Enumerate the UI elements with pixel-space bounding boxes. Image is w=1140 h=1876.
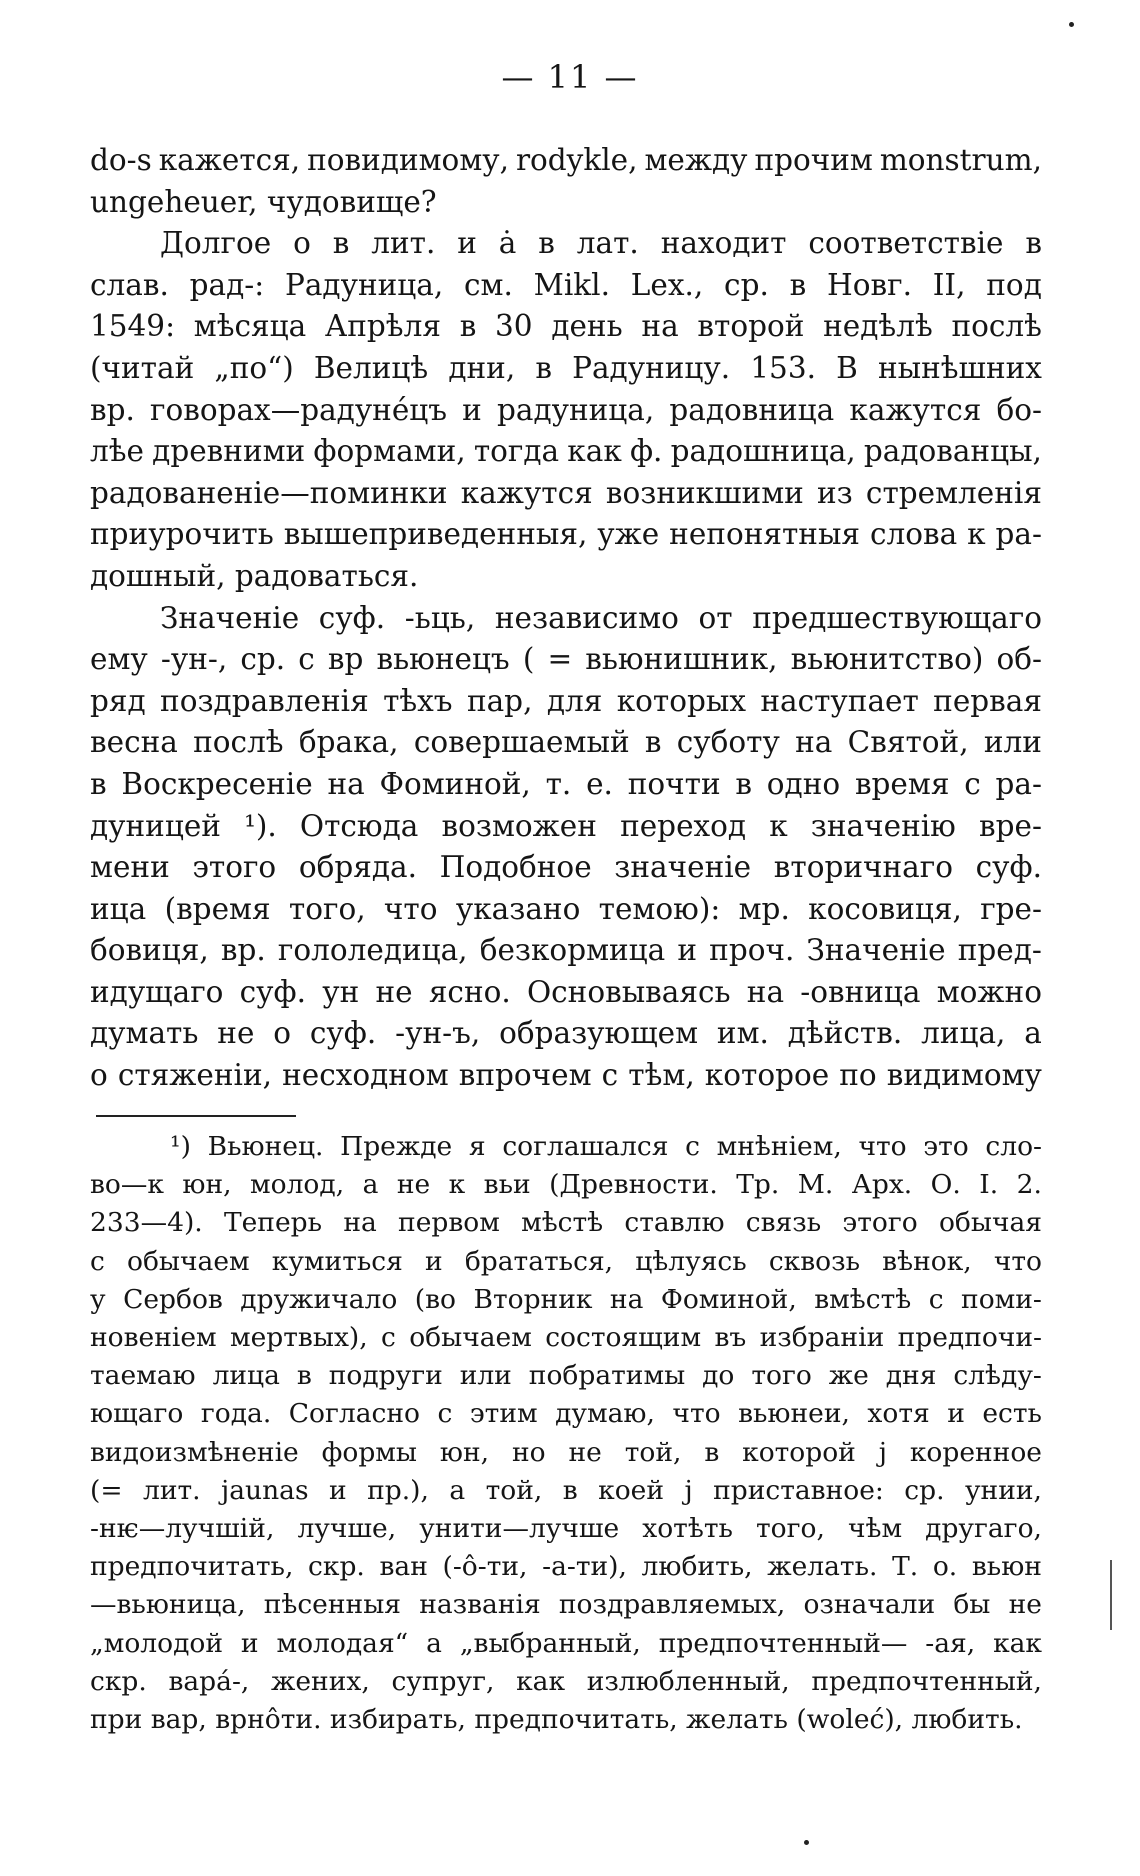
text-line: в Воскресеніе на Фоминой, т. е. почти в одно время с ра- xyxy=(90,766,1042,801)
footnote-line: —вьюница, пѣсенныя названія поздравляемых, означали бы не xyxy=(90,1589,1042,1621)
text-line: весна послѣ брака, совершаемый в суботу на Святой, или xyxy=(90,725,1042,760)
text-line: бовиця, вр. гололедица, безкормица и проч. Значеніе пред- xyxy=(90,933,1042,968)
text-line: о стяженіи, несходном впрочем с тѣм, которое по видимому xyxy=(90,1058,1042,1093)
footnote-block xyxy=(90,1128,1042,1739)
footnote-line: скр. вара́-, жених, супруг, как излюбленный, предпочтенный, xyxy=(90,1665,1042,1697)
footnote-line: при вар, врнôти. избирать, предпочитать, желать (woleć), любить. xyxy=(90,1704,1023,1736)
footnote-line: ¹) Вьюнец. Прежде я соглашался с мнѣніем, что это сло- xyxy=(170,1131,1042,1162)
text-line: вр. говорах—радунéцъ и радуница, радовница кажутся бо- xyxy=(90,392,1042,427)
footnote-line: -нѥ—лучшій, лучше, унити—лучше хотѣть того, чѣм другаго, xyxy=(90,1513,1042,1545)
footnote-line: (= лит. jaunas и пр.), а той, в коей j приставное: ср. унии, xyxy=(90,1474,1042,1506)
footnote-separator-rule xyxy=(96,1115,296,1117)
text-line: ица (время того, что указано темою): мр. косовиця, гре- xyxy=(90,891,1042,926)
footnote-line: во—к юн, молод, а не к вьи (Древности. Тр. М. Арх. О. I. 2. xyxy=(90,1169,1042,1201)
footnote-line: с обычаем кумиться и брататься, цѣлуясь сквозь вѣнок, что xyxy=(90,1245,1042,1277)
text-line: 1549: мѣсяца Апрѣля в 30 день на второй недѣлѣ послѣ xyxy=(90,309,1042,344)
footnote-line: новеніем мертвых), с обычаем состоящим въ избраніи предпочи- xyxy=(90,1322,1042,1354)
text-line: (читай „по“) Велицѣ дни, в Радуницу. 153. В нынѣшних xyxy=(90,350,1042,385)
main-text xyxy=(90,140,1042,1097)
text-line: ungeheuer, чудовище? xyxy=(90,184,437,219)
text-line: ряд поздравленія тѣхъ пар, для которых наступает первая xyxy=(90,683,1042,718)
footnote-line: предпочитать, скр. ван (-ô-ти, -а-ти), любить, желать. Т. о. вьюн xyxy=(90,1551,1042,1583)
text-line: дуницей ¹). Отсюда возможен переход к значенію вре- xyxy=(90,808,1042,843)
footnote-line: ющаго года. Согласно с этим думаю, что вьюнеи, хотя и есть xyxy=(90,1398,1042,1430)
margin-mark xyxy=(1110,1560,1112,1630)
text-line: приурочить вышеприведенныя, уже непонятныя слова к ра- xyxy=(90,517,1042,552)
text-line: дошный, радоваться. xyxy=(90,558,419,593)
print-speck xyxy=(1069,22,1074,27)
text-line: думать не о суф. -ун-ъ, образующем им. дѣйств. лица, а xyxy=(90,1016,1042,1051)
text-line: Долгое о в лит. и ȧ в лат. находит соответствіе в xyxy=(160,226,1042,261)
print-speck xyxy=(804,1840,809,1845)
footnote-line: таемаю лица в подруги или побратимы до того же дня слѣду- xyxy=(90,1360,1042,1392)
page-number: — 11 — xyxy=(501,58,639,96)
text-line: мени этого обряда. Подобное значеніе вторичнаго суф. xyxy=(90,850,1042,885)
text-line: Значеніе суф. -ьць, независимо от предшествующаго xyxy=(160,600,1042,635)
text-line: do-s кажется, повидимому, rodykle, между прочим monstrum, xyxy=(90,143,1042,177)
footnote-line: видоизмѣненіе формы юн, но не той, в которой j коренное xyxy=(90,1436,1042,1468)
footnote-line: 233—4). Теперь на первом мѣстѣ ставлю связь этого обычая xyxy=(90,1207,1042,1239)
text-line: слав. рад-: Радуница, см. Mikl. Lex., ср. в Новг. II, под xyxy=(90,267,1042,302)
footnote-line: „молодой и молодая“ а „выбранный, предпочтенный— -ая, как xyxy=(90,1627,1042,1659)
text-line: радованеніе—поминки кажутся возникшими из стремленія xyxy=(90,475,1042,510)
text-line: идущаго суф. ун не ясно. Основываясь на -овница можно xyxy=(90,974,1042,1009)
footnote-line: у Сербов дружичало (во Вторник на Фоминой, вмѣстѣ с поми- xyxy=(90,1283,1042,1315)
text-line: лѣе древними формами, тогда как ф. радошница, радованцы, xyxy=(90,434,1042,469)
text-line: ему -ун-, ср. с вр вьюнецъ ( = вьюнишник, вьюнитство) об- xyxy=(90,642,1042,677)
